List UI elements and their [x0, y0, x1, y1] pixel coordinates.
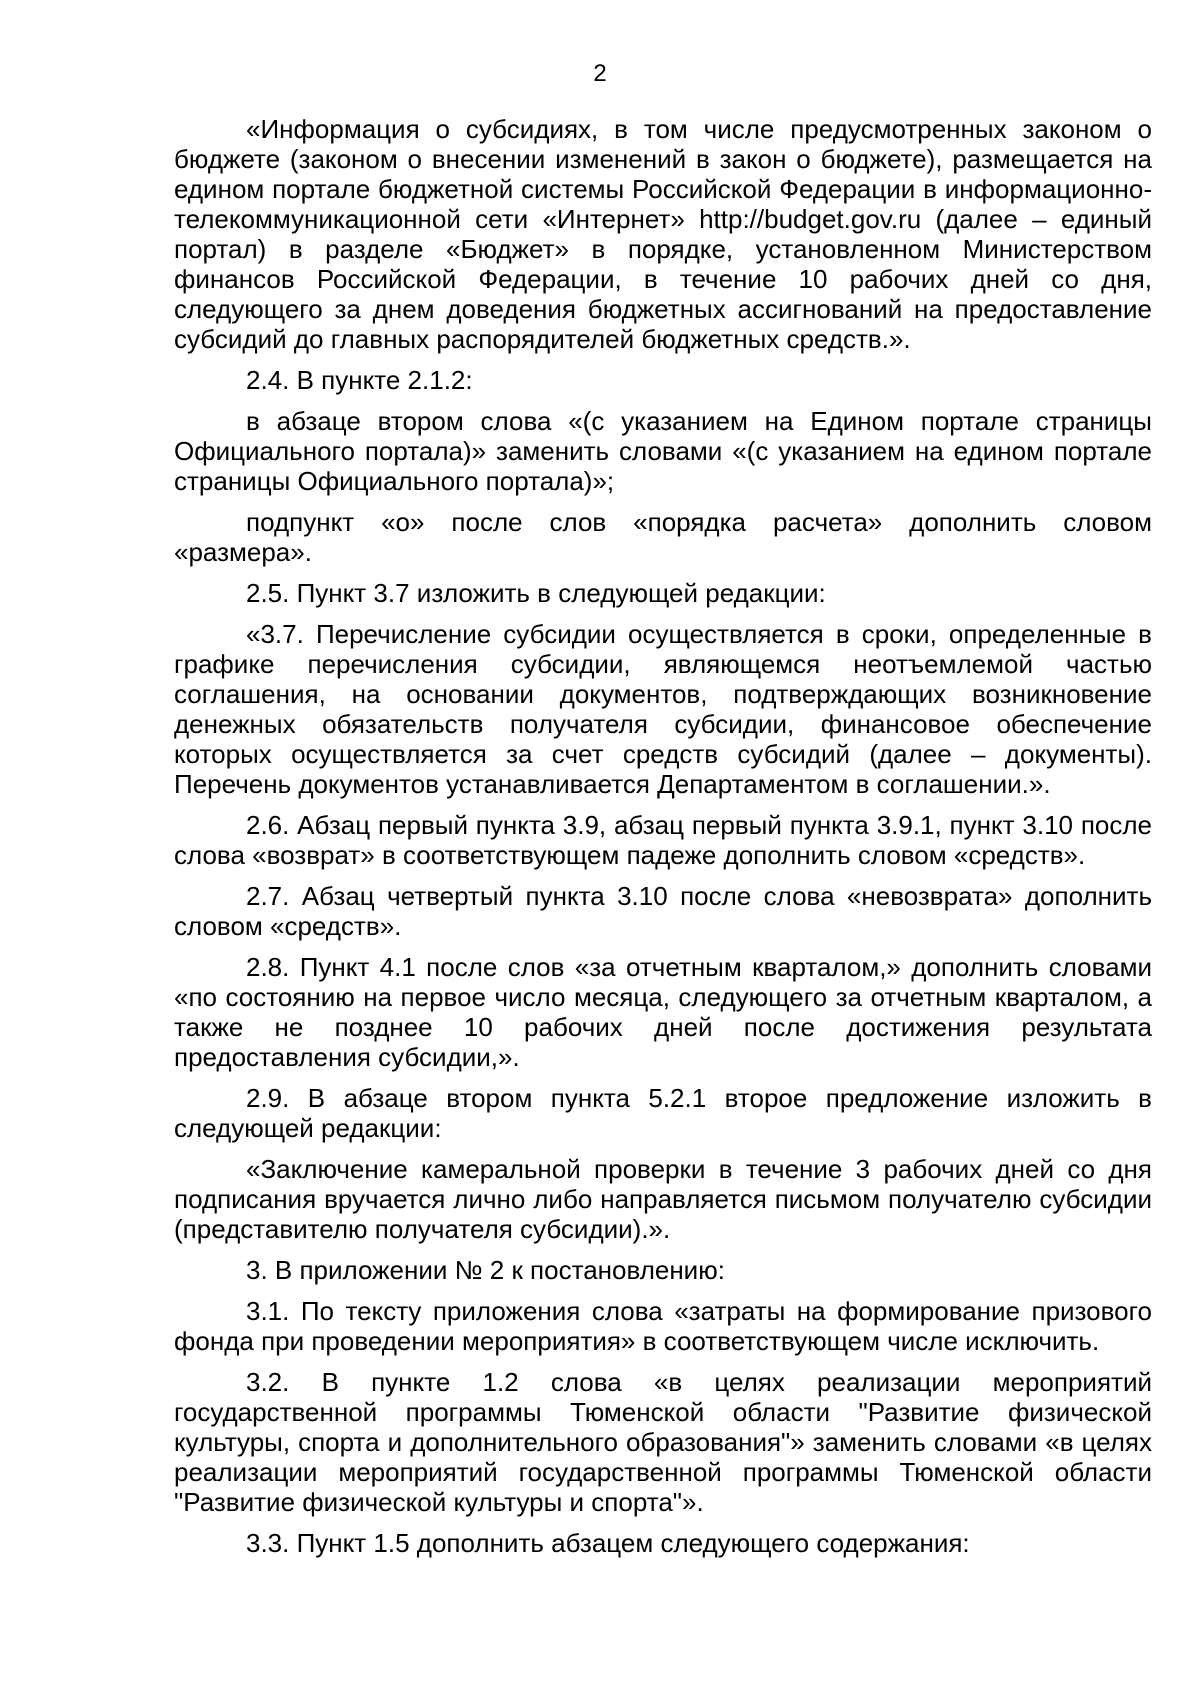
paragraph-item-2-6: 2.6. Абзац первый пункта 3.9, абзац первый пункта 3.9.1, пункт 3.10 после слова «возврат» в соответствующем падеже дополнить словом «средств».	[174, 810, 1152, 870]
paragraph-inspection-conclusion: «Заключение камеральной проверки в течение 3 рабочих дней со дня подписания вручается лично либо направляется письмом получателю субсидии (представителю получателя субсидии).».	[174, 1154, 1152, 1244]
paragraph-item-2-8: 2.8. Пункт 4.1 после слов «за отчетным кварталом,» дополнить словами «по состоянию на первое число месяца, следующего за отчетным кварталом, а также не позднее 10 рабочих дней после достижения результата предоставления субсидии,».	[174, 952, 1152, 1072]
paragraph-item-3-1: 3.1. По тексту приложения слова «затраты на формирование призового фонда при проведении мероприятия» в соответствующем числе исключить.	[174, 1296, 1152, 1356]
paragraph-clause-3-7: «3.7. Перечисление субсидии осуществляется в сроки, определенные в графике перечисления субсидии, являющемся неотъемлемой частью соглашения, на основании документов, подтверждающих возникновение денежных обязательств получателя субсидии, финансовое обеспечение которых осуществляется за счет средств субсидий (далее – документы). Перечень документов устанавливается Департаментом в соглашении.».	[174, 619, 1152, 799]
paragraph-item-3: 3. В приложении № 2 к постановлению:	[246, 1255, 725, 1285]
paragraph-subitem-o-change: подпункт «о» после слов «порядка расчета» дополнить словом «размера».	[174, 507, 1152, 567]
paragraph-item-2-9: 2.9. В абзаце втором пункта 5.2.1 второе предложение изложить в следующей редакции:	[174, 1083, 1152, 1143]
document-body	[174, 114, 1152, 1569]
paragraph-subsidy-information: «Информация о субсидиях, в том числе предусмотренных законом о бюджете (законом о внесении изменений в закон о бюджете), размещается на едином портале бюджетной системы Российской Федерации в информационно-телекоммуникационной сети «Интернет» http://budget.gov.ru (далее – единый портал) в разделе «Бюджет» в порядке, установленном Министерством финансов Российской Федерации, в течение 10 рабочих дней со дня, следующего за днем доведения бюджетных ассигнований на предоставление субсидий до главных распорядителей бюджетных средств.».	[174, 114, 1152, 354]
paragraph-second-indent-change: в абзаце втором слова «(с указанием на Едином портале страницы Официального портала)» заменить словами «(с указанием на едином портале страницы Официального портала)»;	[174, 406, 1152, 496]
paragraph-item-2-4: 2.4. В пункте 2.1.2:	[246, 365, 473, 395]
page-number: 2	[593, 60, 607, 87]
paragraph-item-3-2: 3.2. В пункте 1.2 слова «в целях реализации мероприятий государственной программы Тюменской области "Развитие физической культуры, спорта и дополнительного образования"» заменить словами «в целях реализации мероприятий государственной программы Тюменской области "Развитие физической культуры и спорта"».	[174, 1367, 1152, 1517]
paragraph-item-3-3: 3.3. Пункт 1.5 дополнить абзацем следующего содержания:	[246, 1528, 970, 1558]
paragraph-item-2-7: 2.7. Абзац четвертый пункта 3.10 после слова «невозврата» дополнить словом «средств».	[174, 881, 1152, 941]
paragraph-item-2-5: 2.5. Пункт 3.7 изложить в следующей редакции:	[246, 578, 826, 608]
